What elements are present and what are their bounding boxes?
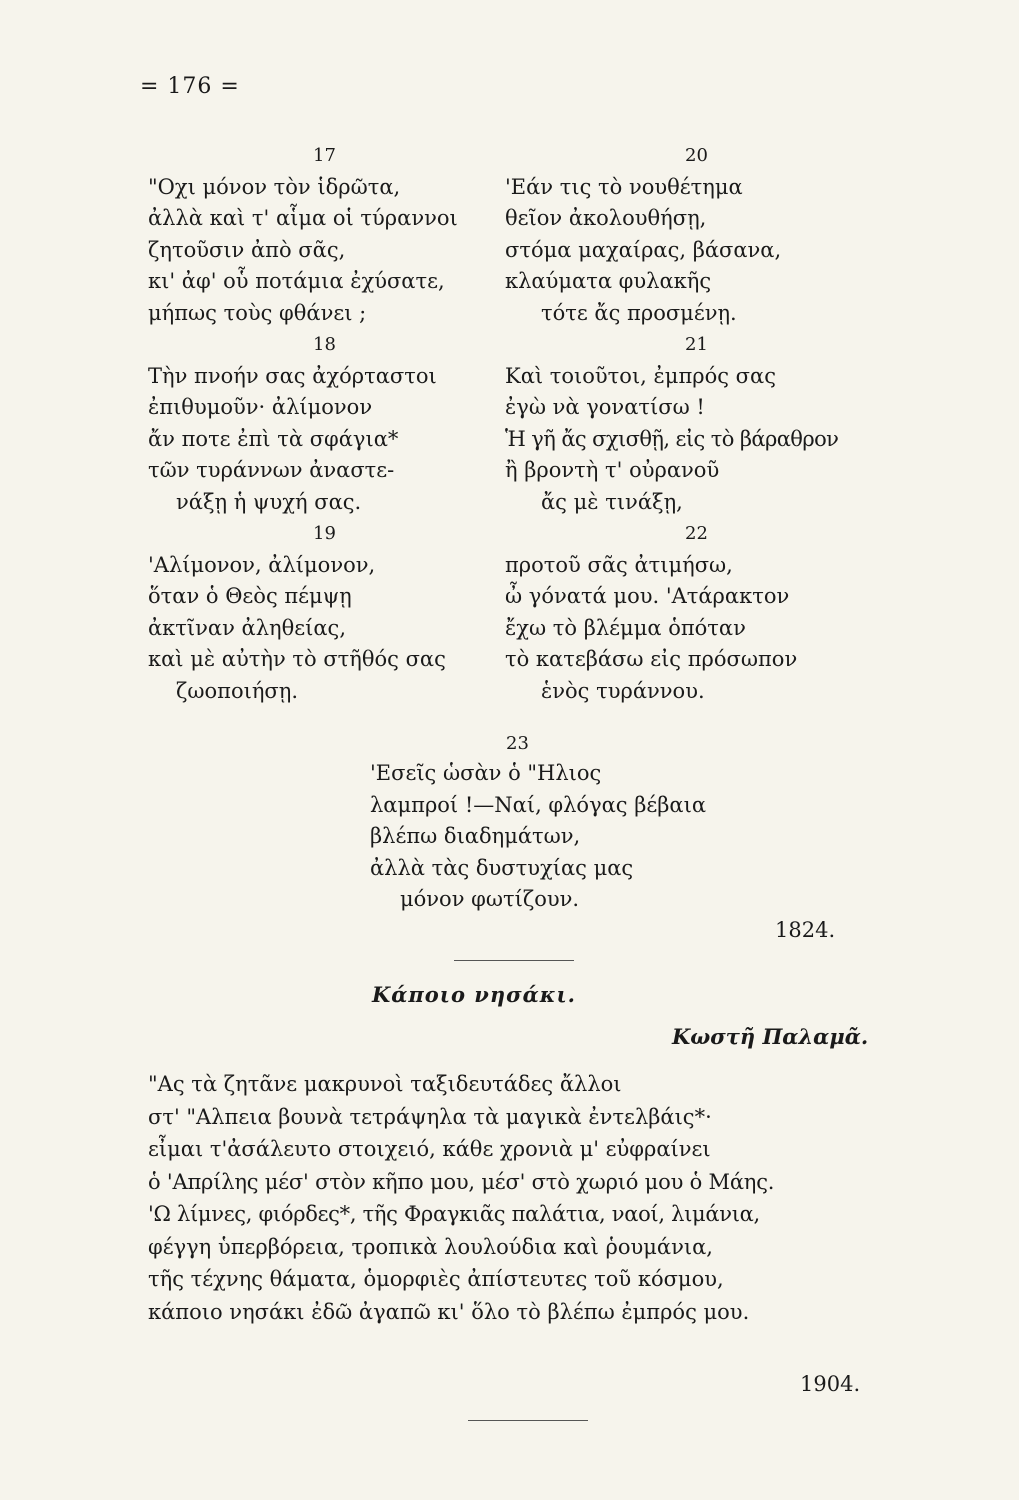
stanza-number-17: 17 bbox=[313, 145, 336, 166]
stanza-23-line-4: ἀλλὰ τὰς δυστυχίας μας bbox=[370, 855, 634, 880]
year-1824: 1824. bbox=[775, 918, 836, 942]
stanza-23-line-2: λαμπροί !—Ναί, φλόγας βέβαια bbox=[370, 792, 706, 817]
poem-2-line-3: εἶμαι τ'ἀσάλευτο στοιχειό, κάθε χρονιὰ μ' εὐφραίνει bbox=[148, 1137, 711, 1161]
stanza-number-23: 23 bbox=[506, 733, 529, 754]
stanza-20-line-4: κλαύματα φυλακῆς bbox=[505, 269, 712, 293]
stanza-20-line-1: 'Εάν τις τὸ νουθέτημα bbox=[505, 174, 743, 199]
stanza-17-line-2: ἀλλὰ καὶ τ' αἷμα οἱ τύραννοι bbox=[148, 206, 458, 230]
left-column bbox=[148, 140, 508, 707]
stanza-22-line-1: πρoτοῦ σᾶς ἀτιμήσω, bbox=[505, 552, 733, 577]
poem-2-line-1: "Ας τὰ ζητᾶνε μακρυνοὶ ταξιδευτάδες ἄλλοι bbox=[148, 1072, 622, 1096]
poem-author: Κωστῆ Παλαμᾶ. bbox=[672, 1024, 869, 1049]
poem-2-line-8: κάποιο νησάκι ἐδῶ ἀγαπῶ κι' ὅλο τὸ βλέπω ἐμπρός μου. bbox=[148, 1299, 750, 1324]
poem-2-line-4: ὁ 'Απρίλης μέσ' στὸν κῆπο μου, μέσ' στὸ χωριό μου ὁ Μάης. bbox=[148, 1169, 775, 1194]
stanza-23-line-5: μόνον φωτίζουν. bbox=[400, 887, 580, 911]
stanza-22-line-2: ὦ γόνατά μου. 'Ατάρακτον bbox=[505, 584, 790, 608]
page-number: = 176 = bbox=[140, 74, 240, 99]
stanza-17-line-4: κι' ἀφ' οὗ ποτάμια ἐχύσατε, bbox=[148, 269, 445, 293]
stanza-18-line-5: νάξῃ ἡ ψυχή σας. bbox=[176, 489, 362, 514]
stanza-19-line-4: καὶ μὲ αὐτὴν τὸ στῆθός σας bbox=[148, 647, 446, 671]
stanza-number-20: 20 bbox=[685, 145, 708, 166]
divider-2 bbox=[468, 1420, 588, 1421]
stanza-22-line-3: ἔχω τὸ βλέμμα ὁπόταν bbox=[505, 615, 746, 640]
stanza-19-line-2: ὅταν ὁ Θεὸς πέμψῃ bbox=[148, 584, 352, 608]
stanza-22-line-4: τὸ κατεβάσω εἰς πρόσωπον bbox=[505, 647, 798, 671]
stanza-18-line-1: Τὴν πνοήν σας ἀχόρταστοι bbox=[148, 363, 437, 388]
right-column bbox=[505, 140, 885, 707]
stanza-21-line-4: ἢ βροντὴ τ' οὐρανοῦ bbox=[505, 458, 720, 482]
stanza-23-line-1: 'Εσεῖς ὡσὰν ὁ "Ηλιος bbox=[370, 761, 602, 785]
divider-1 bbox=[454, 960, 574, 961]
stanza-18-line-2: ἐπιθυμοῦν· ἀλίμονον bbox=[148, 395, 373, 419]
stanza-17-line-1: "Οχι μόνον τὸν ἱδρῶτα, bbox=[148, 174, 401, 199]
stanza-19-line-5: ζωοποιήσῃ. bbox=[176, 678, 299, 703]
year-1904: 1904. bbox=[800, 1372, 861, 1396]
stanza-20-line-3: στόμα μαχαίρας, βάσανα, bbox=[505, 237, 782, 262]
stanza-number-19: 19 bbox=[313, 523, 336, 544]
poem-2-line-5: 'Ω λίμνες, φιόρδες*, τῆς Φραγκιᾶς παλάτια, ναοί, λιμάνια, bbox=[148, 1202, 760, 1226]
stanza-19-line-3: ἀκτῖναν ἀληθείας, bbox=[148, 615, 346, 640]
stanza-number-22: 22 bbox=[685, 523, 708, 544]
stanza-18-line-3: ἄν ποτε ἐπὶ τὰ σφάγια* bbox=[148, 426, 399, 451]
stanza-21-line-5: ἄς μὲ τινάξῃ, bbox=[541, 489, 683, 514]
stanza-number-21: 21 bbox=[685, 334, 708, 355]
stanza-21-line-1: Καὶ τοιοῦτοι, ἐμπρός σας bbox=[505, 363, 776, 388]
poem-2-body bbox=[148, 1068, 868, 1328]
stanza-21-line-2: ἐγὼ νὰ γονατίσω ! bbox=[505, 395, 705, 419]
stanza-17-line-3: ζητοῦσιν ἀπὸ σᾶς, bbox=[148, 237, 346, 262]
stanza-19-line-1: 'Αλίμονον, ἀλίμονον, bbox=[148, 552, 376, 577]
stanza-22-line-5: ἑνὸς τυράννου. bbox=[541, 678, 705, 703]
stanza-18-line-4: τῶν τυράννων ἀναστε- bbox=[148, 458, 395, 482]
poem-title: Κάποιο νησάκι. bbox=[372, 982, 576, 1007]
poem-2-line-7: τῆς τέχνης θάματα, ὁμορφιὲς ἀπίστευτες τοῦ κόσμου, bbox=[148, 1267, 724, 1291]
poem-2-line-2: στ' "Αλπεια βουνὰ τετράψηλα τὰ μαγικὰ ἐντελβάις*· bbox=[148, 1104, 712, 1129]
stanza-20-line-5: τότε ἄς προσμένῃ. bbox=[541, 300, 737, 325]
stanza-number-18: 18 bbox=[313, 334, 336, 355]
stanza-17-line-5: μήπως τοὺς φθάνει ; bbox=[148, 300, 367, 325]
stanza-23-line-3: βλέπω διαδημάτων, bbox=[370, 824, 581, 848]
final-stanza bbox=[370, 733, 850, 916]
stanza-21-line-3: Ἡ γῆ ἄς σχισθῇ, εἰς τὸ βάραθρον bbox=[505, 426, 839, 451]
stanza-20-line-2: θεῖον ἀκολουθήσῃ, bbox=[505, 206, 707, 230]
poem-2-line-6: φέγγη ὑπερβόρεια, τροπικὰ λουλούδια καὶ ῥουμάνια, bbox=[148, 1234, 713, 1259]
